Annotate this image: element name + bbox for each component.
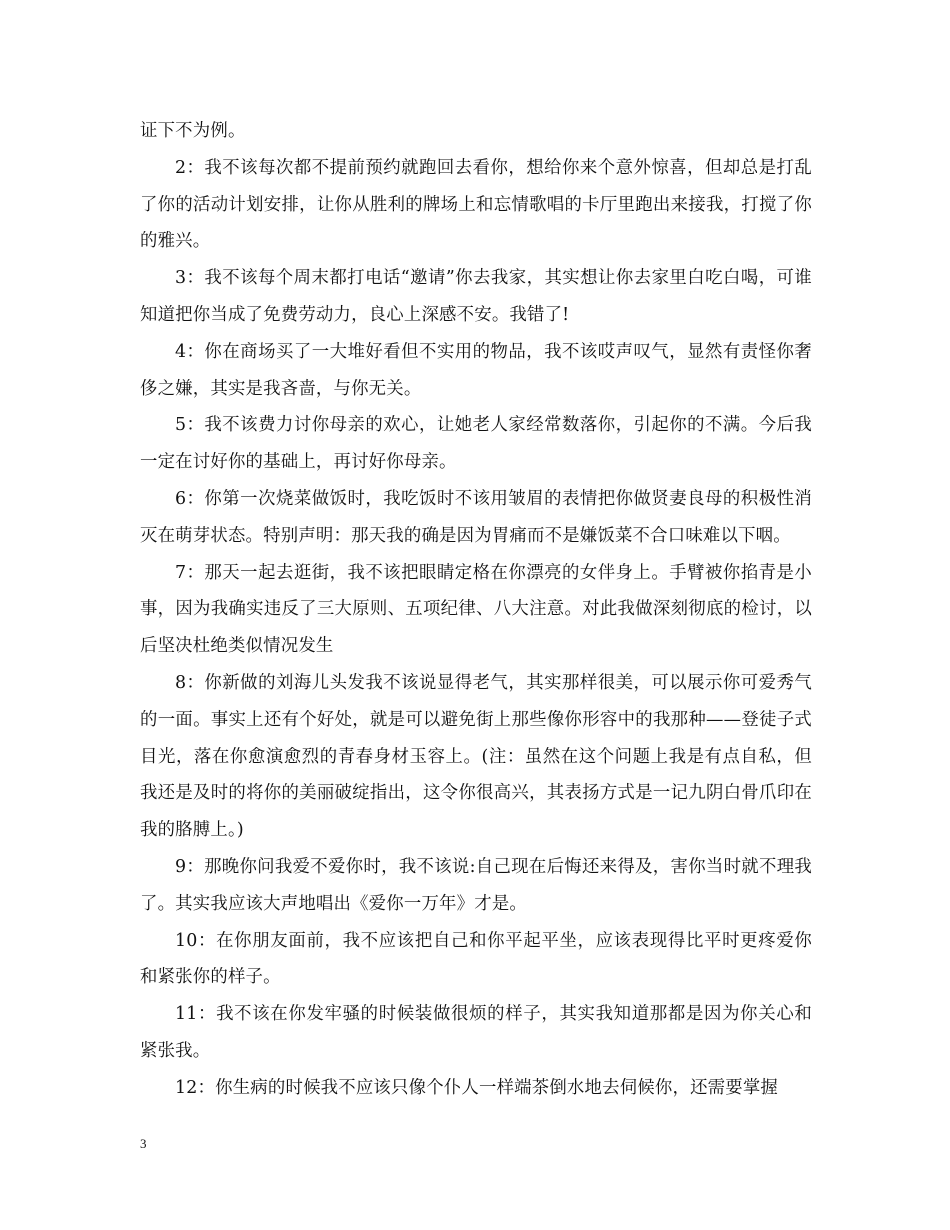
- paragraph: 7：那天一起去逛街，我不该把眼睛定格在你漂亮的女伴身上。手臂被你掐青是小事，因为我确实违反了三大原则、五项纪律、八大注意。对此我做深刻彻底的检讨，以后坚决杜绝类似情况发生: [140, 562, 812, 657]
- paragraph: 3：我不该每个周末都打电话“邀请”你去我家，其实想让你去家里白吃白喝，可谁知道把你当成了免费劳动力，良心上深感不安。我错了!: [140, 268, 812, 325]
- paragraph: 11：我不该在你发牢骚的时候装做很烦的样子，其实我知道那都是因为你关心和紧张我。: [140, 1004, 812, 1061]
- paragraph: 6：你第一次烧菜做饭时，我吃饭时不该用皱眉的表情把你做贤妻良母的积极性消灭在萌芽状态。特别声明：那天我的确是因为胃痛而不是嫌饭菜不合口味难以下咽。: [140, 488, 812, 546]
- paragraph: 12：你生病的时候我不应该只像个仆人一样端茶倒水地去伺候你，还需要掌握: [175, 1077, 779, 1098]
- paragraph: 证下不为例。: [140, 121, 246, 141]
- paragraph: 9：那晚你问我爱不爱你时，我不该说:自己现在后悔还来得及，害你当时就不理我了。其实我应该大声地唱出《爱你一万年》才是。: [140, 856, 812, 914]
- paragraph: 5：我不该费力讨你母亲的欢心，让她老人家经常数落你，引起你的不满。今后我一定在讨好你的基础上，再讨好你母亲。: [140, 415, 812, 473]
- paragraph: 2：我不该每次都不提前预约就跑回去看你，想给你来个意外惊喜，但却总是打乱了你的活动计划安排，让你从胜利的牌场上和忘情歌唱的卡厅里跑出来接我，打搅了你的雅兴。: [140, 157, 812, 252]
- page-number: 3: [140, 1136, 147, 1151]
- document-body: [140, 113, 812, 1107]
- paragraph: 8：你新做的刘海儿头发我不该说显得老气，其实那样很美，可以展示你可爱秀气的一面。事实上还有个好处，就是可以避免街上那些像你形容中的我那种——登徒子式目光，落在你愈演愈烈的青春身材玉容上。(注：虽然在这个问题上我是有点自私，但我还是及时的将你的美丽破绽指出，这令你很高兴，其表扬方式是一记九阴白骨爪印在我的胳膊上。): [140, 672, 812, 841]
- paragraph: 10：在你朋友面前，我不应该把自己和你平起平坐，应该表现得比平时更疼爱你和紧张你的样子。: [140, 930, 812, 988]
- paragraph: 4：你在商场买了一大堆好看但不实用的物品，我不该哎声叹气，显然有责怪你奢侈之嫌，其实是我吝啬，与你无关。: [140, 341, 812, 399]
